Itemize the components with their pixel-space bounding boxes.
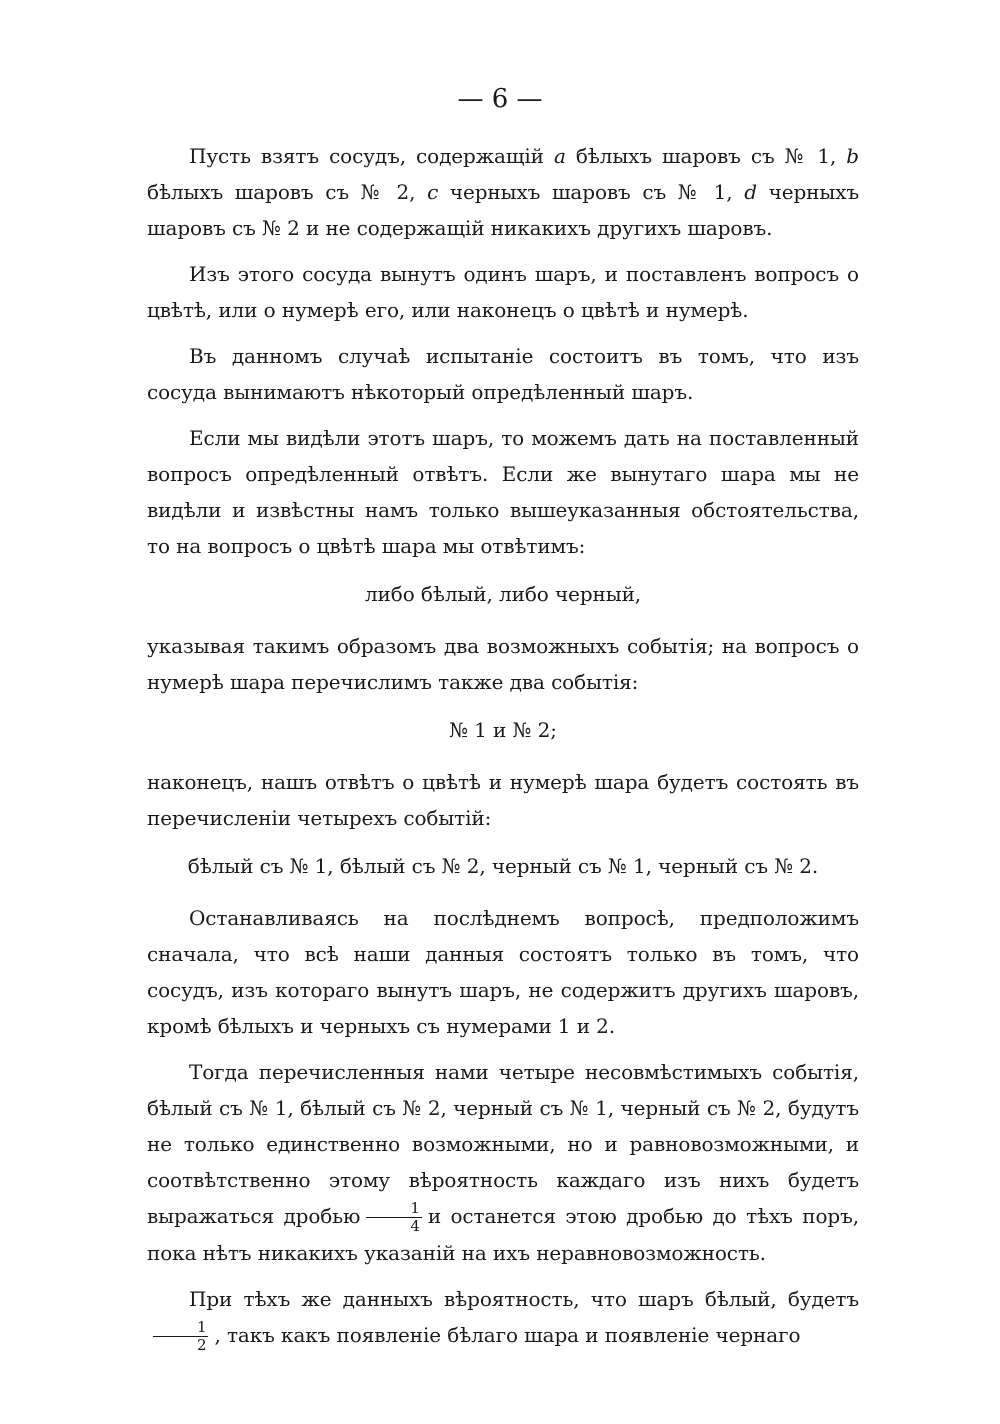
paragraph <box>147 764 859 836</box>
paragraph <box>147 900 859 1044</box>
paragraph <box>147 1054 859 1271</box>
italic-variable: b <box>846 144 859 168</box>
paragraph <box>147 1281 859 1354</box>
text-run: Въ данномъ случаѣ испытаніе состоитъ въ томъ, что изъ сосуда вынимаютъ нѣкоторый опредѣленный шаръ. <box>147 344 859 404</box>
text-run: указывая такимъ образомъ два возможныхъ событія; на вопросъ о нумерѣ шара перечислимъ также два событія: <box>147 634 859 694</box>
paragraph <box>147 420 859 564</box>
display-formula <box>147 576 859 612</box>
text-run: Останавливаясь на послѣднемъ вопросѣ, предположимъ сначала, что всѣ наши данныя состоятъ только въ томъ, что сосудъ, изъ котораго вынутъ шаръ, не содержитъ другихъ шаровъ, кромѣ бѣлыхъ и черныхъ съ нумерами 1 и 2. <box>147 906 859 1038</box>
fraction-numerator: 1 <box>366 1200 421 1218</box>
text-run: При тѣхъ же данныхъ вѣроятность, что шаръ бѣлый, будетъ <box>189 1287 859 1311</box>
italic-variable: c <box>427 180 439 204</box>
text-run: и останется этою дробью до тѣхъ поръ, пока нѣтъ никакихъ указаній на ихъ неравновозможность. <box>147 1204 860 1265</box>
fraction-denominator: 2 <box>197 1336 207 1354</box>
italic-variable: d <box>744 180 757 204</box>
paragraph <box>147 256 859 328</box>
text-run: Пусть взятъ сосудъ, содержащій <box>189 144 554 168</box>
text-run: № 1 и № 2; <box>449 718 557 742</box>
text-run: , такъ какъ появленіе бѣлаго шара и появленіе чернаго <box>214 1323 801 1347</box>
display-formula <box>147 848 859 884</box>
fraction <box>153 1319 208 1354</box>
text-run: Если мы видѣли этотъ шаръ, то можемъ дать на поставленный вопросъ опредѣленный отвѣтъ. Если же вынутаго шара мы не видѣли и извѣстны намъ только вышеуказанныя обстоятельства, то на вопросъ о цвѣтѣ шара мы отвѣтимъ: <box>147 426 859 558</box>
fraction-denominator: 4 <box>410 1217 420 1235</box>
fraction <box>366 1200 421 1235</box>
paragraph <box>147 138 859 246</box>
page-number: — 6 — <box>457 84 543 114</box>
paragraph <box>147 628 859 700</box>
text-run: наконецъ, нашъ отвѣтъ о цвѣтѣ и нумерѣ шара будетъ состоять въ перечисленіи четырехъ событій: <box>147 770 859 830</box>
fraction-numerator: 1 <box>153 1319 208 1337</box>
display-formula <box>147 712 859 748</box>
paragraph <box>147 338 859 410</box>
text-run: бѣлый съ № 1, бѣлый съ № 2, черный съ № 1, черный съ № 2. <box>187 854 819 878</box>
text-run: черныхъ шаровъ съ № 2 и не содержащій никакихъ другихъ шаровъ. <box>147 180 860 240</box>
text-run: черныхъ шаровъ съ № 1, <box>438 180 745 204</box>
italic-variable: a <box>553 144 566 168</box>
text-run: Тогда перечисленныя нами четыре несовмѣстимыхъ событія, бѣлый съ № 1, бѣлый съ № 2, черный съ № 1, черный съ № 2, будутъ не только единственно возможными, но и равновозможными, и соотвѣтственно этому вѣроятность каждаго изъ нихъ будетъ выражаться дробью <box>147 1060 859 1228</box>
page-body <box>147 138 859 1364</box>
text-run: Изъ этого сосуда вынутъ одинъ шаръ, и поставленъ вопросъ о цвѣтѣ, или о нумерѣ его, или наконецъ о цвѣтѣ и нумерѣ. <box>147 262 859 322</box>
text-run: бѣлыхъ шаровъ съ № 1, <box>565 144 847 168</box>
text-run: бѣлыхъ шаровъ съ № 2, <box>147 180 428 204</box>
text-run: либо бѣлый, либо черный, <box>364 582 642 606</box>
